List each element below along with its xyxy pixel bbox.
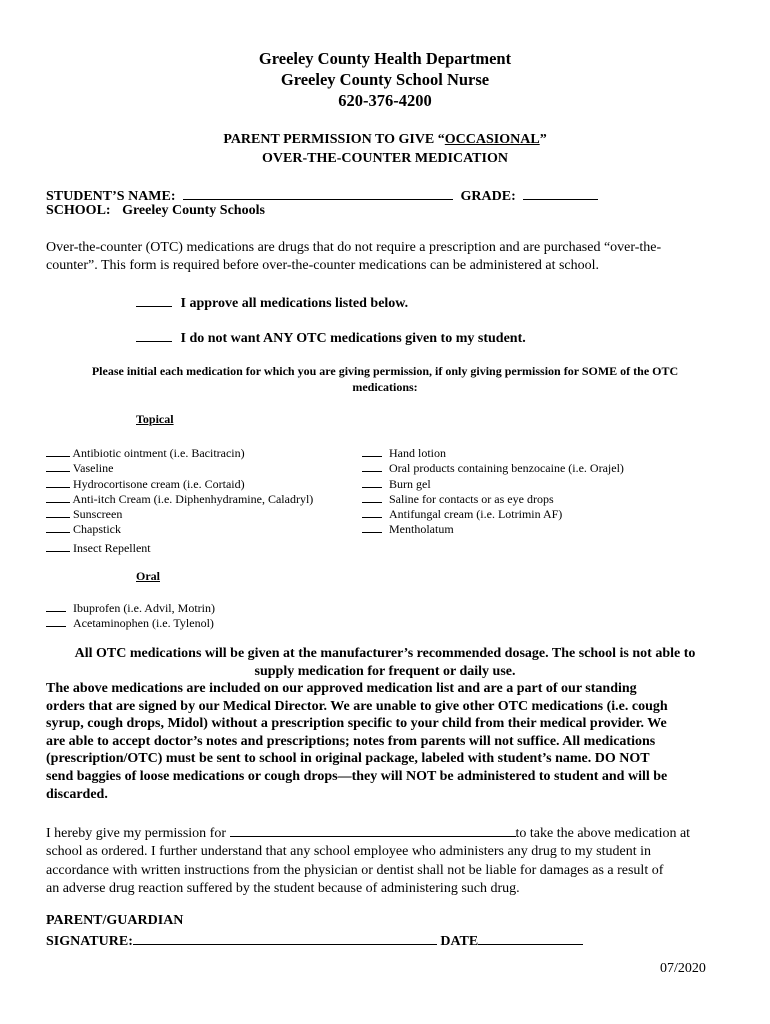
list-item [46,490,313,505]
date-field[interactable] [478,930,583,945]
medication-name: Sunscreen [73,507,123,522]
permission-first-line [46,822,690,843]
medication-initial-field[interactable] [46,459,70,472]
list-item [362,459,624,474]
permitted-student-field[interactable] [230,822,516,837]
medication-initial-field[interactable] [362,520,382,533]
list-item [46,475,313,490]
list-item [362,505,624,520]
student-name-field[interactable] [183,185,453,200]
form-title-emphasis: OCCASIONAL [444,132,540,147]
list-item [46,520,313,535]
grade-field[interactable] [523,185,598,200]
medication-name: Antibiotic ointment (i.e. Bacitracin) [72,446,245,460]
oral-heading: Oral [136,569,160,583]
topical-right-list [362,444,624,536]
department-header [0,48,770,111]
permission-suffix: to take the above medication at [515,826,691,841]
medication-name: Antifungal cream (i.e. Lotrimin AF) [389,507,563,522]
medication-name: Acetaminophen (i.e. Tylenol) [73,616,214,631]
intro-line2: counter”. This form is required before over-the-counter medications can be administered at school. [46,258,600,273]
parent-guardian-label: PARENT/GUARDIAN [46,913,184,928]
list-item [362,444,624,459]
intro-paragraph [46,239,661,275]
policy-line: (prescription/OTC) must be sent to school in original package, labeled with student’s name. DO NOT [46,751,650,767]
medication-initial-field[interactable] [46,475,70,488]
policy-line: are able to accept doctor’s notes and prescriptions; notes from parents will not suffice. All medications [46,733,656,749]
medication-name: Burn gel [389,476,431,491]
medication-initial-field[interactable] [362,490,382,503]
student-name-row [46,185,598,205]
list-item [362,475,624,490]
deny-all-initial-field[interactable] [136,327,172,342]
medication-initial-field[interactable] [46,490,70,503]
list-item [46,614,215,629]
form-title-line1 [0,130,770,149]
list-item [46,539,313,554]
dosage-policy-line1: All OTC medications will be given at the manufacturer’s recommended dosage. The school is not able to [74,646,696,661]
medication-initial-field[interactable] [46,520,70,533]
medication-name: Mentholatum [389,522,454,537]
medication-name: Insect Repellent [73,540,151,555]
standing-orders-paragraph [46,680,668,803]
permission-paragraph [46,822,690,898]
signature-row [46,930,583,951]
list-item [362,490,624,505]
instruction-line1: Please initial each medication for which you are giving permission, if only giving permission for SOME of the OTC [91,364,679,378]
form-title-suffix: ” [539,132,547,147]
medication-initial-field[interactable] [362,475,382,488]
medication-name: Hydrocortisone cream (i.e. Cortaid) [73,476,245,491]
department-name: Greeley County Health Department [258,49,512,68]
medication-name: Chapstick [73,522,121,537]
dosage-policy-line2: supply medication for frequent or daily use. [254,663,516,679]
school-value: Greeley County Schools [122,203,265,218]
medication-initial-field[interactable] [362,459,382,472]
approve-all-row [136,292,408,312]
medication-initial-field[interactable] [362,505,382,518]
student-name-label: STUDENT’S NAME: [46,189,176,204]
permission-line: an adverse drug reaction suffered by the student because of administering such drug. [46,880,520,896]
medication-initial-field[interactable] [362,444,382,457]
nurse-title: Greeley County School Nurse [280,70,490,89]
oral-list [46,599,215,630]
revision-date: 07/2020 [660,961,706,976]
school-label: SCHOOL: [46,203,111,218]
form-title-prefix: PARENT PERMISSION TO GIVE “ [223,132,445,147]
list-item [46,599,215,614]
grade-label: GRADE: [460,189,516,204]
medication-initial-field[interactable] [46,614,66,627]
approve-all-initial-field[interactable] [136,292,172,307]
medication-name: Oral products containing benzocaine (i.e. Orajel) [389,461,624,476]
list-item [362,520,624,535]
deny-all-row [136,327,526,347]
topical-heading: Topical [136,412,174,426]
medication-initial-field[interactable] [46,505,70,518]
phone-number: 620-376-4200 [338,91,432,110]
intro-line1: Over-the-counter (OTC) medications are drugs that do not require a prescription and are purchased “over-the- [46,240,662,255]
form-title [0,130,770,168]
medication-name: Vaseline [72,461,114,476]
policy-line: orders that are signed by our Medical Director. We are unable to give other OTC medications (i.e. cough [46,698,668,714]
medication-name: Anti-itch Cream (i.e. Diphenhydramine, Caladryl) [72,491,314,506]
medication-initial-field[interactable] [46,599,66,612]
medication-name: Hand lotion [389,446,446,460]
dosage-policy [30,645,740,680]
medication-name: Ibuprofen (i.e. Advil, Motrin) [73,601,215,615]
policy-line: syrup, cough drops, Midol) without a prescription specific to your child from their medical provider. We [46,716,667,732]
list-item [46,444,313,459]
signature-block [46,912,583,951]
policy-line: send baggies of loose medications or cough drops—they will NOT be administered to student and will be [46,768,668,784]
medication-initial-field[interactable] [46,444,70,457]
approve-all-label: I approve all medications listed below. [180,296,409,311]
permission-line: accordance with written instructions from the physician or dentist shall not be liable for damages as a result of [46,862,664,878]
deny-all-label: I do not want ANY OTC medications given to my student. [180,331,526,346]
instruction-line2: medications: [352,379,418,394]
medication-name: Saline for contacts or as eye drops [389,491,554,506]
form-title-line2: OVER-THE-COUNTER MEDICATION [262,151,508,166]
date-label: DATE [440,934,479,949]
signature-label: SIGNATURE: [46,934,133,949]
permission-prefix: I hereby give my permission for [46,826,227,841]
policy-line: discarded. [46,786,108,802]
medication-initial-field[interactable] [46,539,70,552]
policy-line: The above medications are included on our approved medication list and are a part of our standing [46,681,637,696]
school-row [46,203,265,219]
initial-instruction [30,364,740,395]
list-item [46,505,313,520]
permission-line: school as ordered. I further understand that any school employee who administers any drug to my student in [46,844,651,860]
list-item [46,459,313,474]
signature-field[interactable] [133,930,437,945]
topical-left-list [46,444,313,554]
